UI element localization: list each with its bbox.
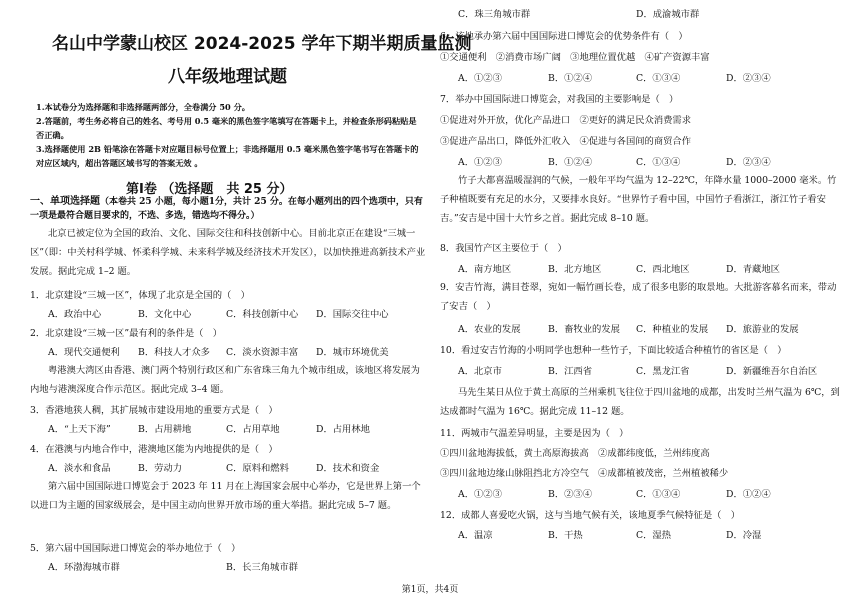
q10-option-d[interactable]: D．新疆维吾尔自治区 — [726, 366, 818, 377]
q9-option-a[interactable]: A．农业的发展 — [458, 324, 521, 335]
q4-option-d[interactable]: D．技术和资金 — [316, 463, 380, 474]
q10-option-c[interactable]: C．黑龙江省 — [636, 366, 690, 377]
note-1: 1.本试卷分为选择题和非选择题两部分，全卷满分 50 分。 — [36, 102, 250, 112]
note-3: 3.选择题使用 2B 铅笔涂在答题卡对应题目标号位置上；非选择题用 0.5 毫米黑色签字笔书写在答题卡的对应区域内，超出答题区域书写的答案无效 。 — [36, 144, 419, 168]
section-rules: （本卷共 25 小题，每小题1分，共计 25 分。在每小题列出的四个选项中，只有一项是最符合题目要求的，不选、多选，错选均不得分。） — [30, 197, 423, 221]
q6-option-a[interactable]: A．①②③ — [458, 73, 502, 84]
q7-option-d[interactable]: D．②③④ — [726, 157, 771, 168]
q9-option-d[interactable]: D．旅游业的发展 — [726, 324, 799, 335]
question-2: 2．北京建设“三城一区”最有利的条件是（ ） — [30, 328, 223, 339]
section-heading: 一、单项选择题 — [30, 196, 100, 207]
q12-option-b[interactable]: B．干热 — [548, 530, 583, 541]
q7-option-b[interactable]: B．①②④ — [548, 157, 593, 168]
question-1: 1．北京建设“三城一区”，体现了北京是全国的（ ） — [30, 290, 250, 301]
q9-option-c[interactable]: C．种植业的发展 — [636, 324, 709, 335]
q7-items-1: ①促进对外开放，优化产品进口 ②更好的满足民众消费需求 — [440, 115, 692, 126]
note-2: 2.答题前，考生务必将自己的姓名、考号用 0.5 毫米的黑色签字笔填写在答题卡上，并检查条形码粘贴是否正确。 — [36, 116, 417, 140]
passage-2: 粤港澳大湾区由香港、澳门两个特别行政区和广东省珠三角九个城市组成，该地区将发展为内地与港澳深度合作示范区。据此完成 3–4 题。 — [30, 365, 420, 395]
q4-option-b[interactable]: B．劳动力 — [138, 463, 183, 474]
passage-3: 第六届中国国际进口博览会于 2023 年 11 月在上海国家会展中心举办，它是世界上第一个以进口为主题的国家级展会，是中国主动向世界开放市场的重大举措。据此完成 5–7 题。 — [30, 481, 421, 511]
question-10: 10．看过安吉竹海的小明同学也想种一些竹子，下面比较适合种植竹的省区是（ ） — [440, 345, 787, 356]
q3-option-a[interactable]: A．“上天下海” — [48, 424, 111, 435]
q8-option-c[interactable]: C．西北地区 — [636, 264, 690, 275]
section-instruction — [30, 195, 428, 223]
q1-option-b[interactable]: B．文化中心 — [138, 309, 192, 320]
q5-option-c[interactable]: C．珠三角城市群 — [458, 9, 531, 20]
q6-option-b[interactable]: B．①②④ — [548, 73, 593, 84]
question-8: 8．我国竹产区主要位于（ ） — [440, 243, 567, 254]
passage-4: 竹子大都喜温暖湿润的气候，一般年平均气温为 12–22℃，年降水量 1000–2000 毫米。竹子种植既要有充足的水分，又要排水良好。“世界竹子看中国，中国竹子看浙江，浙江竹子看安吉。”安吉是中国十大竹乡之首。据此完成 8–10 题。 — [440, 175, 837, 224]
q8-option-a[interactable]: A．南方地区 — [458, 264, 512, 275]
question-11: 11．两城市气温差异明显，主要是因为（ ） — [440, 428, 629, 439]
q4-option-c[interactable]: C．原料和燃料 — [226, 463, 289, 474]
q3-option-b[interactable]: B．占用耕地 — [138, 424, 192, 435]
q11-option-b[interactable]: B．②③④ — [548, 489, 593, 500]
question-7: 7．举办中国国际进口博览会，对我国的主要影响是（ ） — [440, 94, 679, 105]
q6-option-c[interactable]: C．①③④ — [636, 73, 681, 84]
q10-option-b[interactable]: B．江西省 — [548, 366, 593, 377]
q12-option-a[interactable]: A．温凉 — [458, 530, 493, 541]
q6-items: ①交通便利 ②消费市场广阔 ③地理位置优越 ④矿产资源丰富 — [440, 52, 710, 63]
q1-option-d[interactable]: D．国际交往中心 — [316, 309, 389, 320]
q11-option-c[interactable]: C．①③④ — [636, 489, 681, 500]
page-number: 第1页，共4页 — [401, 585, 459, 595]
q5-option-b[interactable]: B．长三角城市群 — [226, 562, 298, 573]
q7-option-c[interactable]: C．①③④ — [636, 157, 681, 168]
q1-option-c[interactable]: C．科技创新中心 — [226, 309, 299, 320]
section-title: 第Ⅰ卷 （选择题 共 25 分） — [126, 182, 293, 197]
q7-items-2: ③促进产品出口，降低外汇收入 ④促进与各国间的商贸合作 — [440, 136, 692, 147]
question-5: 5．第六届中国国际进口博览会的举办地位于（ ） — [30, 543, 241, 554]
q8-option-d[interactable]: D．青藏地区 — [726, 264, 780, 275]
q3-option-c[interactable]: C．占用草地 — [226, 424, 280, 435]
q5-option-a[interactable]: A．环渤海城市群 — [48, 562, 120, 573]
q12-option-c[interactable]: C．湿热 — [636, 530, 672, 541]
q8-option-b[interactable]: B．北方地区 — [548, 264, 602, 275]
exam-title: 名山中学蒙山校区 2024-2025 学年下期半期质量监测 — [52, 34, 472, 54]
q11-option-d[interactable]: D．①②④ — [726, 489, 771, 500]
q9-option-b[interactable]: B．畜牧业的发展 — [548, 324, 620, 335]
q4-option-a[interactable]: A．淡水和食品 — [48, 463, 111, 474]
q2-option-c[interactable]: C．淡水资源丰富 — [226, 347, 299, 358]
q2-option-b[interactable]: B．科技人才众多 — [138, 347, 210, 358]
q11-option-a[interactable]: A．①②③ — [458, 489, 502, 500]
q11-items-2: ③四川盆地边缘山脉阻挡北方冷空气 ④成都植被茂密，兰州植被稀少 — [440, 468, 729, 479]
q1-option-a[interactable]: A．政治中心 — [48, 309, 102, 320]
q3-option-d[interactable]: D．占用林地 — [316, 424, 370, 435]
q2-option-a[interactable]: A．现代交通便利 — [48, 347, 120, 358]
q5-option-d[interactable]: D．成渝城市群 — [636, 9, 700, 20]
q11-items-1: ①四川盆地海拔低，黄土高原海拔高 ②成都纬度低，兰州纬度高 — [440, 448, 710, 459]
q7-option-a[interactable]: A．①②③ — [458, 157, 502, 168]
q10-option-a[interactable]: A．北京市 — [458, 366, 502, 377]
question-6: 6．该地承办第六届中国国际进口博览会的优势条件有（ ） — [440, 31, 688, 42]
question-4: 4．在港澳与内地合作中，港澳地区能为内地提供的是（ ） — [30, 444, 278, 455]
question-12: 12．成都人喜爱吃火锅，这与当地气候有关，该地夏季气候特征是（ ） — [440, 510, 741, 521]
passage-5: 马先生某日从位于黄土高原的兰州乘机飞往位于四川盆地的成都，出发时兰州气温为 6℃，到达成都时气温为 16℃。据此完成 11–12 题。 — [440, 387, 840, 417]
passage-1: 北京已被定位为全国的政治、文化、国际交往和科技创新中心。目前北京正在建设“三城一区”（即：中关村科学城、怀柔科学城、未来科学城及经济技术开发区），以加快推进高新技术产业发展。据此完成 1–2 题。 — [30, 228, 426, 277]
q2-option-d[interactable]: D．城市环境优美 — [316, 347, 389, 358]
question-9: 9．安吉竹海，满目苍翠，宛如一幅竹画长卷，成了很多电影的取景地。大批游客慕名而来，带动了安吉（ ） — [440, 282, 837, 312]
question-3: 3．香港地狭人稠，其扩展城市建设用地的重要方式是（ ） — [30, 405, 278, 416]
q6-option-d[interactable]: D．②③④ — [726, 73, 771, 84]
exam-subtitle: 八年级地理试题 — [168, 67, 287, 87]
q12-option-d[interactable]: D．冷湿 — [726, 530, 762, 541]
